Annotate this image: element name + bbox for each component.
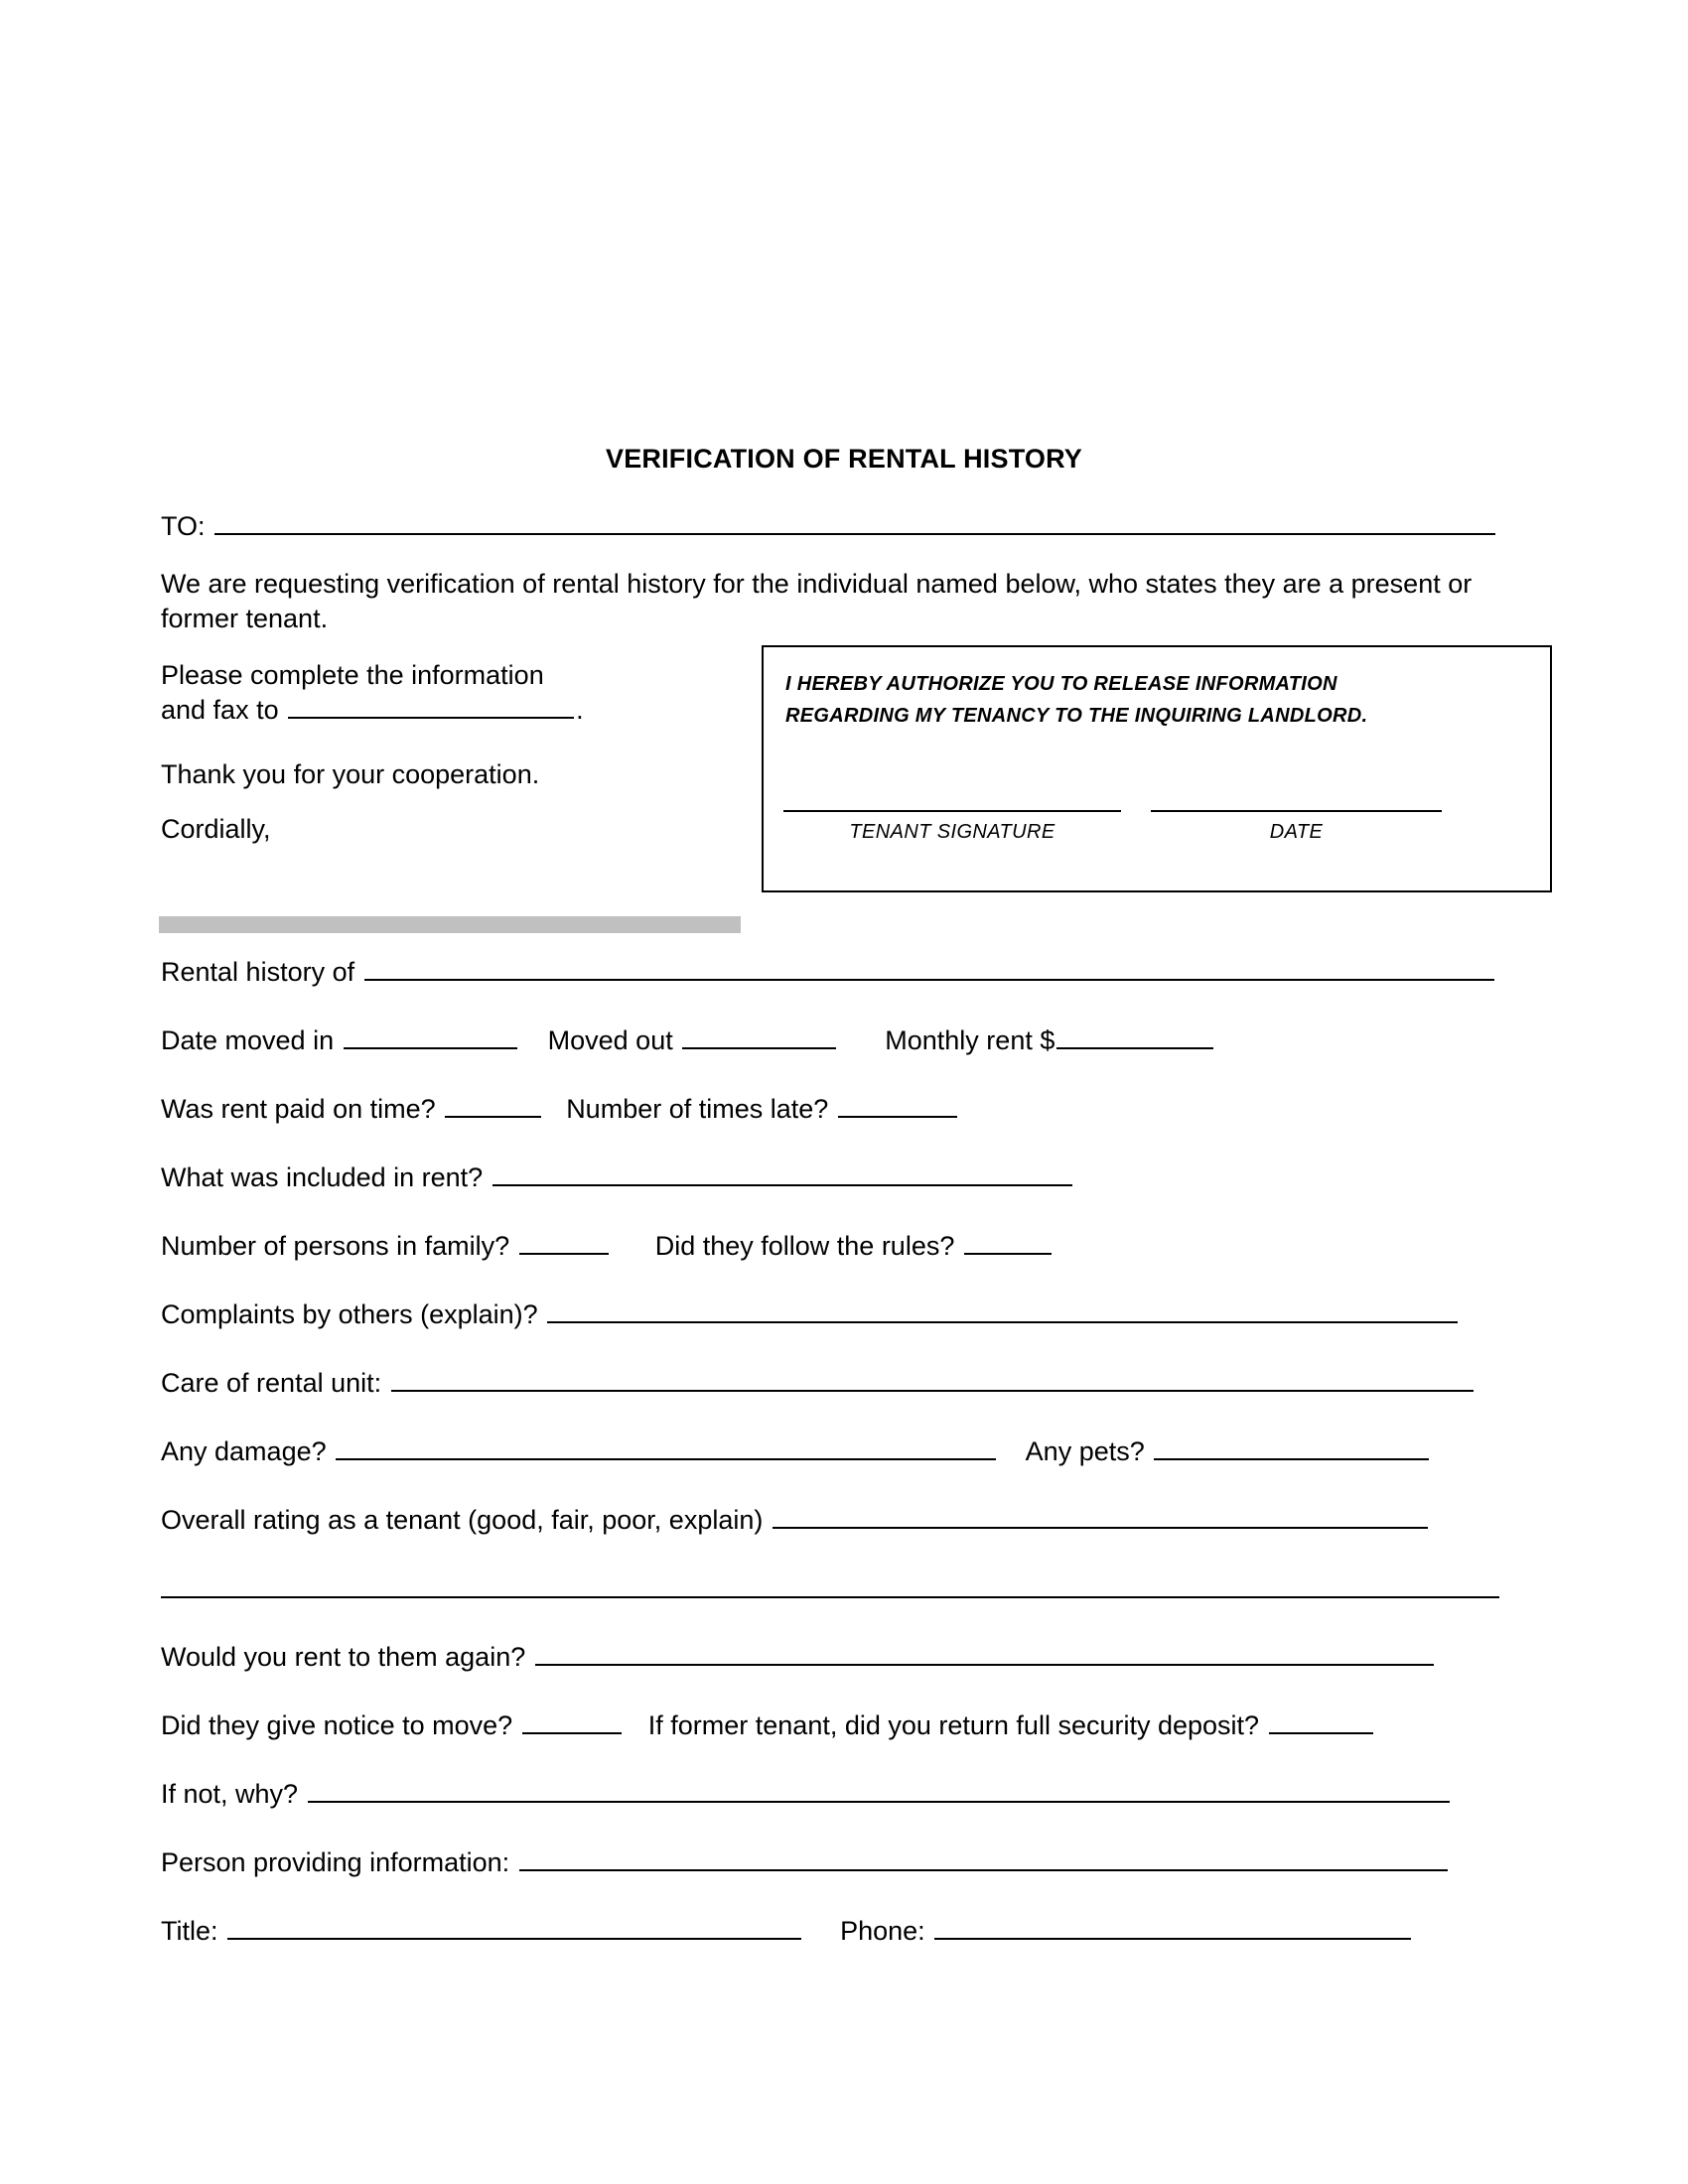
label-persons-in-family: Number of persons in family? bbox=[161, 1231, 510, 1261]
signature-date-label: DATE bbox=[1269, 821, 1324, 843]
label-phone: Phone: bbox=[840, 1916, 925, 1946]
label-any-damage: Any damage? bbox=[161, 1436, 327, 1466]
to-label: TO: bbox=[161, 511, 206, 541]
number-of-times-late-fill-line[interactable] bbox=[838, 1094, 957, 1118]
field-move-dates-rent bbox=[161, 1024, 1215, 1057]
overall-rating-continuation-fill-line[interactable] bbox=[161, 1596, 1499, 1598]
label-any-pets: Any pets? bbox=[1025, 1436, 1145, 1466]
label-if-not-why: If not, why? bbox=[161, 1779, 299, 1809]
any-pets-fill-line[interactable] bbox=[1154, 1436, 1429, 1460]
security-deposit-fill-line[interactable] bbox=[1269, 1710, 1373, 1734]
page-title: VERIFICATION OF RENTAL HISTORY bbox=[605, 444, 1083, 474]
intro-paragraph: We are requesting verification of rental history for the individual named below, who states they are a present or former tenant. bbox=[161, 569, 1473, 633]
date-moved-in-fill-line[interactable] bbox=[344, 1025, 517, 1049]
tenant-signature-label: TENANT SIGNATURE bbox=[849, 821, 1055, 843]
closing-line: Cordially, bbox=[161, 814, 271, 844]
field-rent-again bbox=[161, 1640, 1436, 1674]
field-complaints-by-others bbox=[161, 1297, 1460, 1331]
authorization-box bbox=[762, 645, 1552, 892]
label-included-in-rent: What was included in rent? bbox=[161, 1162, 484, 1192]
label-date-moved-in: Date moved in bbox=[161, 1025, 335, 1055]
authorization-text-line-1: I HEREBY AUTHORIZE YOU TO RELEASE INFORMATION bbox=[785, 673, 1337, 695]
field-care-of-rental-unit bbox=[161, 1366, 1476, 1400]
label-notice-to-move: Did they give notice to move? bbox=[161, 1710, 513, 1740]
field-if-not-why bbox=[161, 1777, 1452, 1811]
any-damage-fill-line[interactable] bbox=[336, 1436, 996, 1460]
authorization-text-line-2: REGARDING MY TENANCY TO THE INQUIRING LANDLORD. bbox=[785, 705, 1368, 727]
label-title: Title: bbox=[161, 1916, 218, 1946]
persons-in-family-fill-line[interactable] bbox=[519, 1231, 609, 1255]
notice-to-move-fill-line[interactable] bbox=[522, 1710, 622, 1734]
monthly-rent-fill-line[interactable] bbox=[1056, 1025, 1213, 1049]
complaints-by-others-fill-line[interactable] bbox=[547, 1299, 1458, 1323]
fax-number-fill-line[interactable] bbox=[288, 695, 574, 719]
field-damage-and-pets bbox=[161, 1434, 1431, 1468]
label-moved-out: Moved out bbox=[547, 1025, 673, 1055]
label-follow-the-rules: Did they follow the rules? bbox=[654, 1231, 955, 1261]
thank-you-line: Thank you for your cooperation. bbox=[161, 759, 540, 789]
follow-the-rules-fill-line[interactable] bbox=[964, 1231, 1052, 1255]
signature-date-fill-line[interactable] bbox=[1151, 810, 1442, 812]
label-overall-rating: Overall rating as a tenant (good, fair, poor, explain) bbox=[161, 1505, 764, 1535]
label-rent-again: Would you rent to them again? bbox=[161, 1642, 526, 1672]
label-rental-history-of: Rental history of bbox=[161, 957, 355, 987]
please-complete-line-1: Please complete the information bbox=[161, 660, 544, 690]
field-included-in-rent bbox=[161, 1160, 1074, 1194]
included-in-rent-fill-line[interactable] bbox=[492, 1162, 1072, 1186]
phone-fill-line[interactable] bbox=[934, 1916, 1411, 1940]
field-person-providing-information bbox=[161, 1845, 1450, 1879]
field-title-and-phone bbox=[161, 1914, 1413, 1948]
to-row bbox=[161, 509, 1497, 543]
to-fill-line[interactable] bbox=[214, 511, 1495, 535]
if-not-why-fill-line[interactable] bbox=[308, 1779, 1450, 1803]
moved-out-fill-line[interactable] bbox=[682, 1025, 836, 1049]
label-person-providing-information: Person providing information: bbox=[161, 1847, 510, 1877]
overall-rating-fill-line[interactable] bbox=[773, 1505, 1428, 1529]
field-rental-history-of bbox=[161, 955, 1496, 989]
section-divider bbox=[159, 916, 741, 933]
tenant-signature-fill-line[interactable] bbox=[783, 810, 1121, 812]
title-fill-line[interactable] bbox=[227, 1916, 801, 1940]
care-of-rental-unit-fill-line[interactable] bbox=[391, 1368, 1474, 1392]
label-complaints-by-others: Complaints by others (explain)? bbox=[161, 1299, 538, 1329]
fax-to-period: . bbox=[576, 695, 584, 725]
field-persons-and-rules bbox=[161, 1229, 1054, 1263]
label-monthly-rent: Monthly rent $ bbox=[885, 1025, 1055, 1055]
field-rent-paid-on-time bbox=[161, 1092, 959, 1126]
rent-paid-on-time-fill-line[interactable] bbox=[445, 1094, 541, 1118]
label-security-deposit: If former tenant, did you return full security deposit? bbox=[647, 1710, 1260, 1740]
fax-to-label: and fax to bbox=[161, 695, 279, 725]
rent-again-fill-line[interactable] bbox=[535, 1642, 1434, 1666]
field-notice-and-deposit bbox=[161, 1708, 1375, 1742]
rental-history-of-fill-line[interactable] bbox=[364, 957, 1494, 981]
field-overall-rating bbox=[161, 1503, 1430, 1537]
label-number-of-times-late: Number of times late? bbox=[566, 1094, 829, 1124]
label-care-of-rental-unit: Care of rental unit: bbox=[161, 1368, 382, 1398]
person-providing-information-fill-line[interactable] bbox=[519, 1847, 1448, 1871]
label-rent-paid-on-time: Was rent paid on time? bbox=[161, 1094, 436, 1124]
fax-to-row bbox=[161, 693, 584, 727]
